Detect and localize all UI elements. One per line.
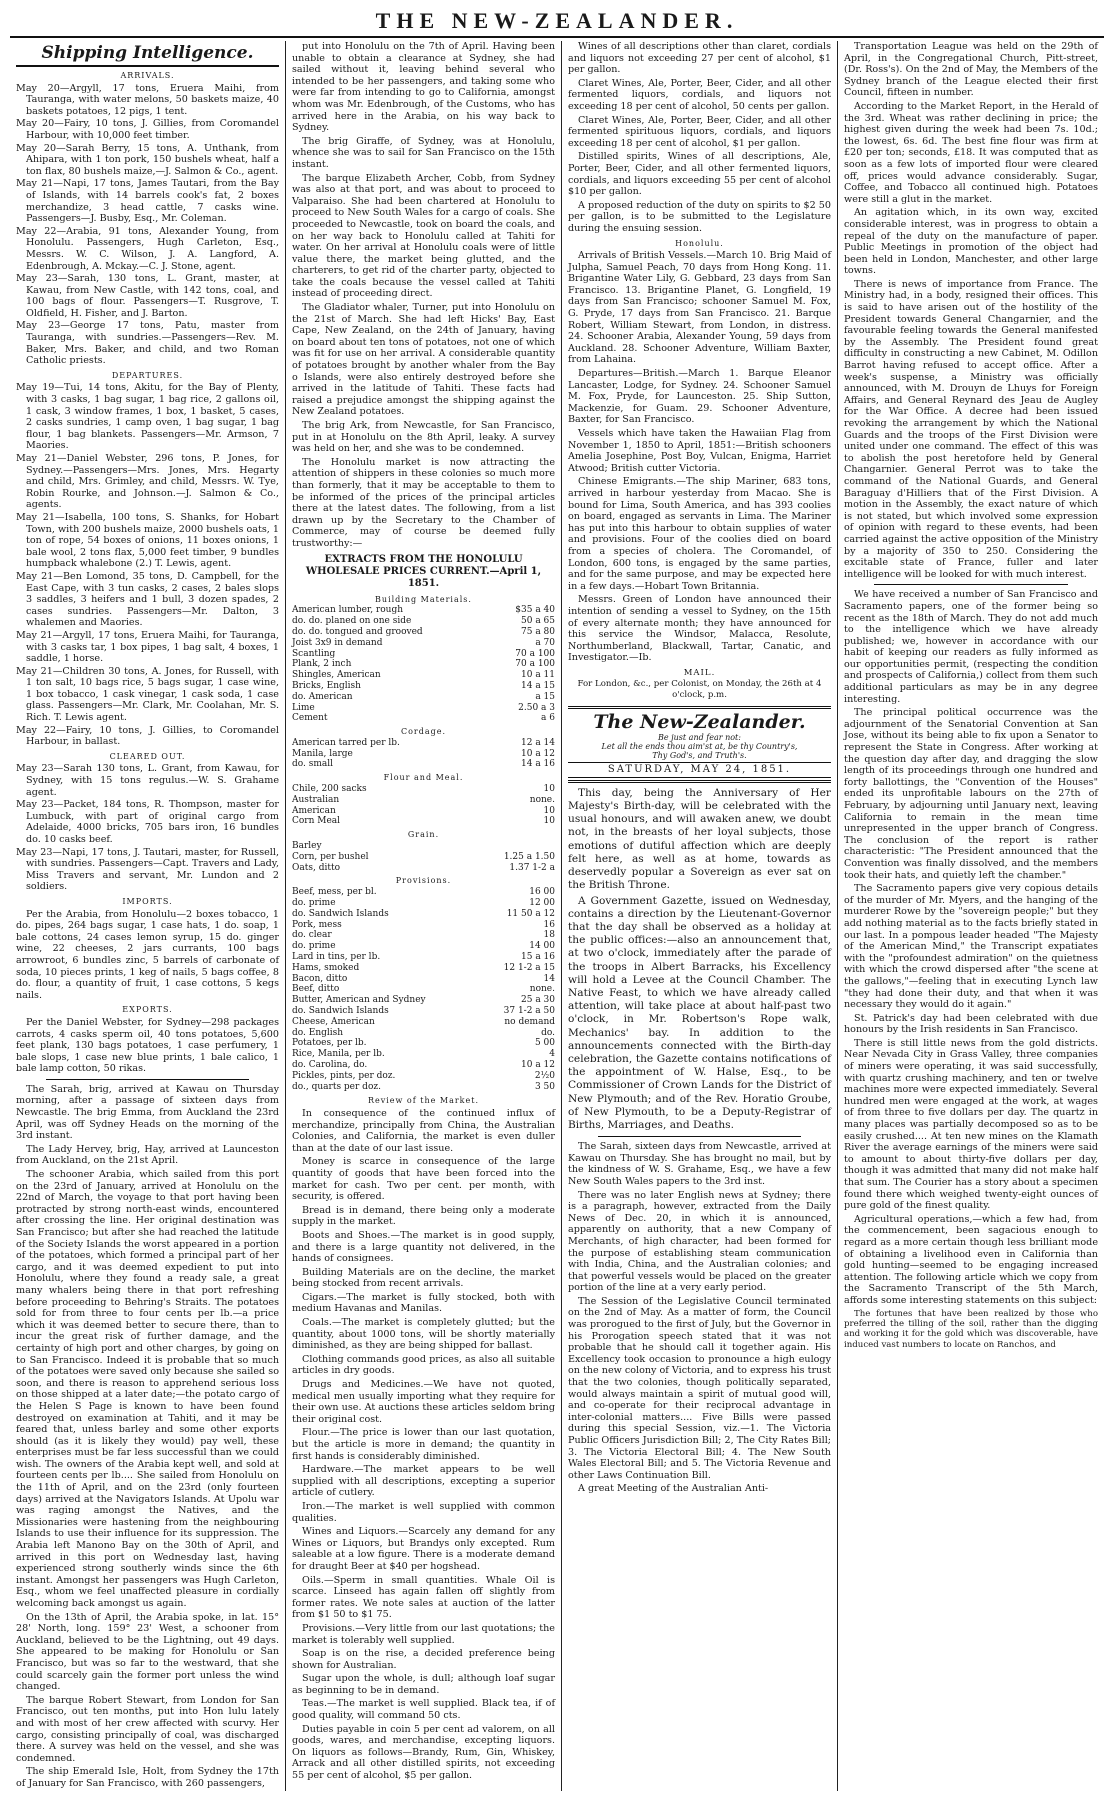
review-paragraph: Money is scarce in consequence of the large quantity of goods that have been forced into the market for cash. Two per cent. per month, with security, is offered.: [292, 1156, 555, 1203]
price-row: [292, 909, 555, 920]
price-value: 14 00: [529, 941, 555, 952]
price-section-label: Provisions.: [395, 876, 452, 886]
cleared-list: [16, 763, 279, 893]
editorial-lead: [568, 787, 831, 1132]
price-value: $35 a 40: [515, 605, 555, 616]
arrival-entry: May 22—Arabia, 91 tons, Alexander Young, from Honolulu. Passengers, Hugh Carleton, Esq., Messrs. W. C. Wilson, J. A. Langford, A. Edenbrough, A. Mckay.—C. J. Stone, agent.: [16, 225, 279, 272]
price-row: [292, 984, 555, 995]
price-value: 10 a 12: [521, 748, 555, 759]
price-row: [292, 738, 555, 749]
price-row: [292, 681, 555, 692]
chinese-emigrants-para: Chinese Emigrants.—The ship Mariner, 683 tons, arrived in harbour yesterday from Macao. She is bound for Lima, South America, and has 393 coolies on board, engaged as servants in Lima. The Mariner has put into this harbour to obtain supplies of water and provisions. Four of the coolies died on board from a species of cholera. The Coromandel, of London, 600 tons, is engaged by the same parties, and for the same purpose, and may be expected here in a few days.—Hobart Town Britannia.: [568, 476, 831, 592]
review-paragraph: Flour.—The price is lower than our last quotation, but the article is more in demand; the quantity in first hands is considerably diminished.: [292, 1427, 555, 1462]
paragraph: Claret Wines, Ale, Porter, Beer, Cider, and all other fermented spirituous liquors, cordials, and liquors exceeding 18 per cent of alcohol, $1 per gallon.: [568, 114, 831, 149]
arrival-entry: May 20—Fairy, 10 tons, J. Gillies, from Coromandel Harbour, with 10,000 feet timber.: [16, 118, 279, 141]
price-value: 18: [543, 930, 555, 941]
departure-entry: May 21—Daniel Webster, 296 tons, P. Jones, for Sydney.—Passengers—Mrs. Jones, Mrs. Hegarty and child, Mrs. Grimley, and child, Messrs. W. Tye, Robin Rourke, and Johnson.—J. Salmon & Co., agents.: [16, 453, 279, 511]
motto-line-2: Let all the ends thou aim'st at, be thy Country's,: [601, 742, 798, 752]
review-paragraph: Oils.—Sperm in small quantities. Whale Oil is scarce. Linseed has again fallen off slightly from former rates. We note sales at auction of the latter from $1 50 to $1 75.: [292, 1574, 555, 1621]
price-item: do. small: [292, 759, 334, 770]
price-item: do. clear: [292, 930, 332, 941]
price-section-row: [292, 770, 555, 784]
paragraph: The Session of the Legislative Council terminated on the 2nd of May. As a matter of form, the Council was prorogued to the first of July, but the Governor in his Prorogation speech stated that it was not probable that he should call it together again. His Excellency took occasion to pronounce a high eulogy on the new colony of Victoria, and to express his trust that the two colonies, though politically separated, would always maintain a spirit of mutual good will, and co-operate for their reciprocal advantage in inter-colonial matters.... Five Bills were passed during this special Session, viz.—1. The Victoria Public Officers Jurisdiction Bill; 2, The City Rates Bill; 3. The Victoria Electoral Bill; 4. The New South Wales Electoral Bill; and 5. The Victoria Revenue and other Laws Continuation Bill.: [568, 1295, 831, 1481]
price-row: [292, 692, 555, 703]
lead-paragraph: A Government Gazette, issued on Wednesday, contains a direction by the Lieutenant-Governor that the day shall be observed as a holiday at the public offices:—also an announcement that, at two o'clock, immediately after the parade of the troops in Albert Barracks, his Excellency will hold a Levee at the Council Chamber. The Native Feast, to which we have already called attention, will take place at about half-past two o'clock, in Mr. Robertson's Rope walk, Mechanics' bay. In addition to the announcements connected with the Birth-day celebration, the Gazette contains notifications of the appointment of W. Halse, Esq., to be Commissioner of Crown Lands for the District of New Plymouth; and of the Rev. Horatio Groube, of New Plymouth, to be a Deputy-Registrar of Births, Marriages, and Deaths.: [568, 894, 831, 1131]
price-value: 16 00: [529, 887, 555, 898]
price-row: [292, 1028, 555, 1039]
price-value: 12 a 14: [521, 737, 555, 748]
price-section-row: [292, 724, 555, 738]
imports-label: IMPORTS.: [122, 896, 173, 906]
price-value: no demand: [504, 1016, 555, 1027]
price-value: 12 00: [529, 898, 555, 909]
departure-entry: May 21—Ben Lomond, 35 tons, D. Campbell, for the East Cape, with 3 tun casks, 2 cases, 2 bales slops 3 saddles, 3 heifers and 1 bull, 3 dozen spades, 2 cases sundries. Passengers—Mr. Dalton, 3 whalemen and Maories.: [16, 570, 279, 629]
price-row: [292, 759, 555, 770]
price-item: do. Carolina, do.: [292, 1060, 368, 1070]
sydney-news: [844, 41, 1098, 580]
paragraph: The principal political occurrence was the adjournment of the Senatorial Convention at San Jose, without its being able to fix upon a Senator to represent the State in Congress. After working at the question day after day, and dragging the slow length of its proceedings through one hundred and forty ballottings, the "Convention of the Houses" ended its unprofitable labours on the 27th of February, by adjourning until January next, leaving California to remain in the mean time unrepresented in the upper branch of Congress. The conclusion of the report is rather characteristic: "The President announced that the Convention was finally dissolved, and the members took their hats, and quietly left the chamber.": [844, 707, 1098, 881]
price-item: Lime: [292, 702, 315, 713]
price-value: 70 a 100: [515, 659, 555, 670]
masthead: THE NEW-ZEALANDER.: [375, 8, 739, 33]
price-item: Potatoes, per lb.: [292, 1038, 367, 1049]
divider: [46, 1079, 249, 1080]
departures-list: [16, 382, 279, 747]
price-value: 70 a 100: [515, 648, 555, 659]
mail-text: For London, &c., per Colonist, on Monday, the 26th at 4 o'clock, p.m.: [577, 679, 822, 700]
news-paragraphs: [568, 1141, 831, 1495]
paragraph: Vessels which have taken the Hawaiian Flag from November 1, 1850 to April, 1851:—British schooners Amelia Josephine, Post Boy, Vulcan, Enigma, Harriet Atwood; British cutter Victoria.: [568, 428, 831, 474]
california-news: [844, 589, 1098, 1306]
price-value: a 6: [541, 713, 555, 724]
price-value: 14 a 15: [521, 680, 555, 691]
cleared-entry: May 23—Napi, 17 tons, J. Tautari, master, for Russell, with sundries. Passengers—Capt. Travers and Lady, Miss Travers and servant, Mr. Lundon and 2 soldiers.: [16, 846, 279, 893]
arrival-entry: May 21—Napi, 17 tons, James Tautari, from the Bay of Islands, with 14 barrels cook's fat, 2 boxes merchandize, 3 head cattle, 7 casks wine. Passengers—J. Busby, Esq., Mr. Coleman.: [16, 178, 279, 225]
price-item: Hams, smoked: [292, 962, 360, 973]
price-row: [292, 887, 555, 898]
arrivals-label: ARRIVALS.: [120, 71, 175, 80]
price-value: 10 a 11: [521, 670, 555, 681]
review-paragraph: Boots and Shoes.—The market is in good supply, and there is a large quantity not delivered, in the hands of consignees.: [292, 1229, 555, 1265]
price-item: American tarred per lb.: [292, 737, 400, 748]
price-value: 3 50: [534, 1081, 555, 1092]
paragraph: According to the Market Report, in the Herald of the 3rd. Wheat was rather declining in price; the highest given during the week had been 7s. 10d.; the lowest, 6s. 6d. The best fine flour was firm at £20 per ton; seconds, £18. It was computed that as soon as a few lots of imported flour were cleared off, prices would advance considerably. Sugar, Coffee, and Tobacco all continued high. Potatoes were still a glut in the market.: [844, 100, 1098, 205]
price-item: do. Sandwich Islands: [292, 1006, 389, 1017]
price-row: [292, 930, 555, 941]
paragraph: Claret Wines, Ale, Porter, Beer, Cider, and all other fermented liquors, cordials, and liquors not exceeding 18 per cent of alcohol, 50 cents per gallon.: [568, 77, 831, 112]
price-row: [292, 1060, 555, 1071]
price-section-label: Flour and Meal.: [383, 773, 464, 783]
prices-table-title: EXTRACTS FROM THE HONOLULU WHOLESALE PRICES CURRENT.—April 1, 1851.: [305, 553, 542, 589]
price-item: American: [292, 805, 336, 816]
honolulu-vessels: [568, 250, 831, 474]
paragraph: There was no later English news at Sydney; there is a paragraph, however, extracted from the Daily News of Dec. 20, in which it is announced, apparently on authority, that a new Company of Merchants, of high character, had been formed for the purpose of establishing steam communication with India, China, and the Australian colonies; and that powerful vessels would be placed on the greater portion of the line at a very early period.: [568, 1189, 831, 1294]
price-value: [482, 841, 555, 852]
price-value: none.: [529, 984, 555, 995]
paragraph: A proposed reduction of the duty on spirits to $2 50 per gallon, is to be submitted to the Legislature during the ensuing session.: [568, 199, 831, 234]
price-item: Cheese, American: [292, 1016, 375, 1027]
price-section-row: [292, 827, 555, 841]
review-paragraph: Coals.—The market is completely glutted; but the quantity, about 1000 tons, will be shortly materially diminished, as they are being shipped for ballast.: [292, 1317, 555, 1352]
departure-entry: May 21—Argyll, 17 tons, Eruera Maihi, for Tauranga, with 3 casks tar, 1 box pipes, 1 bag salt, 4 boxes, 1 saddle, 1 horse.: [16, 629, 279, 665]
paragraph: St. Patrick's day had been celebrated with due honours by the Irish residents in San Francisco.: [844, 1012, 1098, 1036]
price-row: [292, 638, 555, 649]
price-value: do.: [541, 1027, 555, 1038]
paragraph: The Sarah, sixteen days from Newcastle, arrived at Kawau on Thursday. She has brought no mail, but by the kindness of W. S. Grahame, Esq., we have a few New South Wales papers to the 3rd inst.: [568, 1141, 831, 1187]
paper-title: The New-Zealander.: [593, 711, 806, 734]
price-row: [292, 952, 555, 963]
price-value: 16: [543, 919, 555, 930]
price-section-row: [292, 592, 555, 606]
paragraph: The schooner Arabia, which sailed from this port on the 23rd of January, arrived at Honolulu on the 22nd of March, the voyage to that port having been protracted by strong north-east winds, encountered after crossing the line. Her original destination was San Francisco; but after she had reached the latitude of the Society Islands the worst appeared in a portion of the potatoes, which formed a principal part of her cargo, and it was deemed expedient to put into Honolulu, where they found a ready sale, a great many whalers being there in that port refreshing before proceeding to Behring's Straits. The potatoes sold for from three to four cents per lb.—a price which it was deemed better to secure there, than to incur the great risk of further damage, and the certainty of high port and other charges, by going on to San Francisco. Indeed it is probable that so much of the potatoes were saved only because she sailed so soon, and there is reason to apprehend serious loss on those shipped at a later date;—the potato cargo of the Helen S Page is known to have been found destroyed on examination at Tahiti, and it may be feared that, unless barley and some other exports should (as it is likely they would) pay well, these enterprises must be far less successful than we could wish. The owners of the Arabia kept well, and sold at fourteen cents per lb.... She sailed from Honolulu on the 11th of April, and on the 23rd (only fourteen days) arrived at the Navigators Islands. At Upolu war was raging amongst the Natives, and the Missionaries were hastening from the neighbouring Islands to use their influence for its suppression. The Arabia left Manono Bay on the 30th of April, and arrived in this port on Wednesday last, having experienced strong southerly winds since the 6th instant. Amongst her passengers was Hugh Carleton, Esq., whom we feel unaffected pleasure in cordially welcoming back amongst us again.: [16, 1169, 279, 1609]
price-row: [292, 995, 555, 1006]
price-row: [292, 713, 555, 724]
divider: [598, 1136, 801, 1137]
paragraph: Agricultural operations,—which a few had, from the commencement, been sagacious enough to regard as a more certain though less brilliant mode of obtaining a livelihood even in California than gold hunting—seemed to be engaging increased attention. The following article which we copy from the Sacramento Transcript of the 5th March, affords some interesting statements on this subject:: [844, 1213, 1098, 1306]
review-paragraph: Provisions.—Very little from our last quotations; the market is tolerably well supplied.: [292, 1622, 555, 1646]
divider: [874, 584, 1068, 585]
price-row: [292, 627, 555, 638]
mail-label: MAIL.: [683, 667, 716, 678]
arrival-entry: May 23—Sarah, 130 tons, L. Grant, master, at Kawau, from New Castle, with 142 tons, coal, and 100 bags of flour. Passengers—T. Rusgrove, T. Oldfield, H. Fisher, and J. Barton.: [16, 273, 279, 319]
price-row: [292, 963, 555, 974]
price-value: none.: [529, 794, 555, 805]
price-value: 37 1-2 a 50: [503, 1006, 555, 1017]
motto-line-3: Thy God's, and Truth's.: [652, 751, 747, 761]
review-paragraph: Teas.—The market is well supplied. Black tea, if of good quality, will command 50 cts.: [292, 1698, 555, 1722]
price-row: [292, 659, 555, 670]
price-value: 4: [549, 1049, 555, 1060]
price-row: [292, 670, 555, 681]
price-row: [292, 649, 555, 660]
cleared-label: CLEARED OUT.: [109, 751, 186, 761]
price-value: 1.25 a 1.50: [503, 851, 555, 862]
review-paragraph: Clothing commands good prices, as also all suitable articles in dry goods.: [292, 1353, 555, 1377]
honolulu-label: Honolulu.: [675, 238, 724, 248]
motto-line-1: Be just and fear not:: [658, 733, 741, 743]
price-row: [292, 974, 555, 985]
market-review: [292, 1108, 555, 1782]
masthead-rule: [10, 36, 1104, 38]
review-paragraph: Drugs and Medicines.—We have not quoted, medical men usually importing what they require for their own use. At auctions these articles seldom bring their original cost.: [292, 1379, 555, 1425]
price-value: 25 a 30: [521, 995, 555, 1006]
review-paragraph: Sugar upon the whole, is dull; although loaf sugar as beginning to be in demand.: [292, 1673, 555, 1696]
price-row: [292, 616, 555, 627]
price-row: [292, 816, 555, 827]
paper-title-box: [568, 706, 831, 783]
duties-paragraphs: [568, 41, 831, 235]
price-item: Scantling: [292, 648, 336, 659]
price-row: [292, 795, 555, 806]
departures-label: DEPARTURES.: [111, 370, 184, 380]
review-paragraph: Wines and Liquors.—Scarcely any demand for any Wines or Liquors, but Brandys only excepted. Rum saleable at a low figure. There is a moderate demand for draught Beer at $40 per hogshead.: [292, 1526, 555, 1572]
column-4: [838, 41, 1104, 1791]
price-row: [292, 1006, 555, 1017]
price-value: 1.37 1-2 a: [509, 862, 555, 873]
shipping-heading: Shipping Intelligence.: [16, 43, 279, 67]
price-value: 10: [543, 784, 555, 795]
price-item: Corn Meal: [292, 816, 341, 827]
price-row: [292, 784, 555, 795]
price-value: 14 a 16: [521, 759, 555, 770]
price-section-row: [292, 873, 555, 887]
price-item: Rice, Manila, per lb.: [292, 1049, 385, 1060]
price-item: Corn, per bushel: [292, 851, 369, 862]
price-row: [292, 941, 555, 952]
paragraph: The Sacramento papers give very copious details of the murder of Mr. Myers, and the hanging of the murderer Rowe by the "sovereign people;" but they add nothing material as to the facts briefly stated in our last. In a pompous leader headed "The Majesty of the American Mind," the Transcript expatiates with the "profoundest admiration" on the quietness with which the crowd dispersed after "the scene at the gallows,"—feeling that in executing Lynch law "they had done their duty, and that when it was necessary they would do it again.": [844, 883, 1098, 1011]
price-section-label: Building Materials.: [375, 594, 472, 604]
price-value: 11 50 a 12: [506, 908, 555, 919]
price-row: [292, 852, 555, 863]
paragraph: The Sarah, brig, arrived at Kawau on Thursday morning, after a passage of sixteen days from Newcastle. The brig Emma, from Auckland the 23rd April, was off Sydney Heads on the morning of the 3rd instant.: [16, 1083, 279, 1142]
review-paragraph: Soap is on the rise, a decided preference being shown for Australian.: [292, 1648, 555, 1671]
price-value: 2½0: [534, 1070, 555, 1081]
price-item: Pickles, pints, per doz.: [292, 1070, 396, 1081]
price-item: do. Sandwich Islands: [292, 908, 389, 919]
shipping-paragraphs: [16, 1084, 279, 1790]
price-item: Cement: [292, 713, 328, 724]
price-row: [292, 841, 555, 852]
paragraph: Transportation League was held on the 29th of April, in the Congregational Church, Pitt-street, (Dr. Ross's). On the 2nd of May, the Members of the Sydney branch of the League elected their first Council, fifteen in number.: [844, 41, 1098, 99]
transcript-excerpt: The fortunes that have been realized by those who preferred the tilling of the soil, rather than the digging and working it for the gold which was discoverable, have induced vast numbers to locate on Ranchos, and: [844, 1308, 1098, 1350]
departure-entry: May 21—Children 30 tons, A. Jones, for Russell, with 1 ton salt, 10 bags rice, 5 bags sugar, 1 case wine, 1 box tobacco, 1 cask vinegar, 1 cask soda, 1 case glass. Passengers—Mr. Clark, Mr. Coolahan, Mr. S. Rich. T. Lewis agent.: [16, 665, 279, 724]
column-3: [562, 41, 838, 1791]
review-paragraph: Hardware.—The market appears to be well supplied with all descriptions, excepting a superior article of cutlery.: [292, 1464, 555, 1499]
price-item: Chile, 200 sacks: [292, 784, 367, 795]
paragraph: The brig Giraffe, of Sydney, was at Honolulu, whence she was to sail for San Francisco on the 15th instant.: [292, 135, 555, 170]
price-value: 10: [543, 805, 555, 816]
price-section-label: Grain.: [407, 830, 440, 840]
price-item: Beef, ditto: [292, 984, 340, 995]
paragraph: The ship Emerald Isle, Holt, from Sydney the 17th of January for San Francisco, with 260 passengers,: [16, 1766, 279, 1789]
columns: [10, 41, 1104, 1791]
price-row: [292, 605, 555, 616]
price-item: Bricks, English: [292, 680, 361, 691]
paragraph: The Gladiator whaler, Turner, put into Honolulu on the 21st of March. She had left Hicks' Bay, East Cape, New Zealand, on the 24th of January, having on board about ten tons of potatoes, not one of which was fit for use on her arrival. A considerable quantity of potatoes brought by another whaler from the Bay o Islands, were also entirely destroyed before she arrived in the latitude of Tahiti. These facts had raised a prejudice amongst the shipping against the New Zealand potatoes.: [292, 302, 555, 418]
price-value: 10 a 12: [521, 1060, 555, 1070]
price-item: Butter, American and Sydney: [292, 995, 426, 1006]
review-paragraph: Duties payable in coin 5 per cent ad valorem, on all goods, wares, and merchandise, excepting liquors. On liquors as follows—Brandy, Rum, Gin, Whiskey, Arrack and all other distilled spirits, not exceeding 55 per cent of alcohol, $5 per gallon.: [292, 1723, 555, 1782]
price-value: a 15: [535, 691, 555, 702]
paragraph: A great Meeting of the Australian Anti-: [578, 1483, 769, 1495]
review-paragraph: Building Materials are on the decline, the market being stocked from recent arrivals.: [292, 1266, 555, 1290]
price-row: [292, 703, 555, 714]
price-row: [292, 1082, 555, 1093]
mail-notice: [568, 668, 831, 700]
paragraph: The Lady Hervey, brig, Hay, arrived at Launceston from Auckland, on the 21st April.: [16, 1143, 279, 1167]
price-item: American lumber, rough: [292, 605, 404, 616]
paragraph: There is still little news from the gold districts. Near Nevada City in Grass Valley, three companies of miners were operating, it was said successfully, with quartz crushing machinery, and ten or twelve machines more were expected immediately. Several hundred men were engaged at the work, at wages of from three to five dollars per day. The quartz in many places was partially decomposed so as to be easily crushed.... At ten new mines on the Klamath River the average earnings of the miners were said to amount to about thirty-five dollars per day, though it was admitted that many did not make half that sum. The Courier has a story about a specimen found there which weighed twenty-eight ounces of pure gold of the finest quality.: [844, 1037, 1098, 1212]
paragraph: The brig Ark, from Newcastle, for San Francisco, put in at Honolulu on the 8th April, leaky. A survey was held on her, and she was to be condemned.: [292, 420, 555, 455]
price-value: 14: [543, 973, 555, 984]
review-paragraph: Bread is in demand, there being only a moderate supply in the market.: [292, 1204, 555, 1228]
review-paragraph: Iron.—The market is well supplied with common qualities.: [292, 1500, 555, 1524]
price-item: Manila, large: [292, 748, 353, 759]
price-row: [292, 863, 555, 874]
paragraph: There is news of importance from France. The Ministry had, in a body, resigned their offices. This is said to have arisen out of the hostility of the President towards General Changarnier, and the favourable feeling towards the General manifested by the Assembly. The President found great difficulty in constructing a new Cabinet, M. Odillon Barrot having refused to accept office. After a week's suspense, a Ministry was officially announced, with M. Drouyn de Lhuys for Foreign Affairs, and General Reynard des Jeau de Augley for the War Office. A decree had been issued revoking the arrangement by which the National Guards and the troops of the First Division were united under one command. The effect of this was to abolish the post heretofore held by General Changarnier. General Perrot was to take the command of the National Guards, and General Baraguay d'Hilliers that of the First Division. A motion in the Assembly, the exact nature of which is not stated, but which involved some expression of opinion with regard to these events, had been carried against the active opposition of the Ministry by a majority of 350 to 250. Considering the excitable state of France, fuller and later intelligence will be looked for with much interest.: [844, 278, 1098, 580]
paragraph: On the 13th of April, the Arabia spoke, in lat. 15° 28' North, long. 159° 23' West, a schooner from Auckland, believed to be the Lightning, out 49 days. She appeared to be making for Honolulu or San Francisco, but was so far to the westward, that she could scarcely gain the former port unless the wind changed.: [16, 1611, 279, 1693]
column-1: [10, 41, 286, 1791]
price-item: Bacon, ditto: [292, 973, 348, 984]
paragraph: Wines of all descriptions other than claret, cordials and liquors not exceeding 27 per cent of alcohol, $1 per gallon.: [568, 41, 831, 76]
cleared-entry: May 23—Packet, 184 tons, R. Thompson, master for Lumbuck, with part of original cargo from Adelaide, 4000 bricks, 705 bars iron, 16 bundles do. 10 casks beef.: [16, 799, 279, 845]
dateline: SATURDAY, MAY 24, 1851.: [568, 762, 831, 778]
price-item: Australian: [292, 794, 340, 805]
price-value: 5 00: [534, 1038, 555, 1049]
price-value: 10: [543, 816, 555, 827]
paragraph: put into Honolulu on the 7th of April. Having been unable to obtain a clearance at Sydney, she had sailed without it, leaving behind several who intended to be her passengers, and taking some who were far from intending to go to California, amongst whom was Mr. Edenbrough, of the Customs, who has arrived here in the Arabia, on his way back to Sydney.: [292, 41, 555, 134]
exports-label: EXPORTS.: [122, 1005, 173, 1015]
price-row: [292, 1038, 555, 1049]
price-item: do., quarts per doz.: [292, 1081, 381, 1092]
arrival-entry: May 20—Argyll, 17 tons, Eruera Maihi, from Tauranga, with water melons, 50 baskets maize, 40 baskets potatoes, 12 pigs, 1 tent.: [16, 82, 279, 117]
price-item: Barley: [292, 841, 322, 852]
review-paragraph: In consequence of the continued influx of merchandize, principally from China, the Australian Colonies, and California, the market is even duller than at the date of our last issue.: [292, 1107, 555, 1154]
price-item: do. American: [292, 691, 353, 702]
price-item: do. do. tongued and grooved: [292, 626, 423, 637]
honolulu-paragraphs: [292, 41, 555, 550]
price-value: 75 a 80: [521, 626, 555, 637]
price-value: 12 1-2 a 15: [503, 962, 555, 973]
price-value: a 70: [535, 637, 555, 648]
price-row: [292, 806, 555, 817]
departure-entry: May 22—Fairy, 10 tons, J. Gillies, to Coromandel Harbour, in ballast.: [16, 724, 279, 748]
paragraph: An agitation which, in its own way, excited considerable interest, was in progress to obtain a repeal of the duty on the manufacture of paper. Public Meetings in promotion of the object had been held in London, Manchester, and other large towns.: [844, 207, 1098, 277]
paragraph: Departures—British.—March 1. Barque Eleanor Lancaster, Lodge, for Sydney. 24. Schooner Samuel M. Fox, Pryde, for Launceston. 25. Ship Sutton, Mackenzie, for Guam. 29. Schooner Adventure, Baxter, for San Francisco.: [568, 368, 831, 426]
price-row: [292, 1049, 555, 1060]
green-para: Messrs. Green of London have announced their intention of sending a vessel to Sydney, on the 15th of every alternate month; they have announced for this service the Windsor, Malacca, Resolute, Northumberland, Blackwall, Tartar, Canatic, and Investigator.—Ib.: [568, 594, 831, 664]
imports-text: Per the Arabia, from Honolulu—2 boxes tobacco, 1 do. pipes, 264 bags sugar, 1 case hats, 1 do. soap, 1 bale cottons, 24 cases lemon syrup, 15 do. ginger wine, 22 cheeses, 2 jars currants, 100 bags arrowroot, 6 bundles zinc, 5 barrels of carbonate of soda, 10 pieces prints, 1 keg of nails, 5 bags coffee, 8 do. flour, a quantity of fruit, 1 case cottons, 5 kegs nails.: [16, 908, 279, 1001]
price-value: 15 a 16: [521, 952, 555, 963]
price-row: [292, 898, 555, 909]
arrival-entry: May 20—Sarah Berry, 15 tons, A. Unthank, from Ahipara, with 1 ton pork, 150 bushels wheat, half a ton flax, 80 bushels maize,—J. Salmon & Co., agent.: [16, 142, 279, 177]
paragraph: The barque Robert Stewart, from London for San Francisco, out ten months, put into Hon lulu lately and with most of her crew affected with scurvy. Her cargo, consisting principally of coal, was discharged there. A survey was held on the vessel, and she was condemned.: [16, 1694, 279, 1764]
price-item: Shingles, American: [292, 670, 381, 681]
price-item: do. prime: [292, 898, 336, 909]
price-section-label: Cordage.: [400, 727, 447, 737]
price-value: 2.50 a 3: [518, 702, 555, 713]
price-row: [292, 1071, 555, 1082]
price-item: Pork, mess: [292, 919, 342, 930]
departure-entry: May 19—Tui, 14 tons, Akitu, for the Bay of Plenty, with 3 casks, 1 bag sugar, 1 bag rice, 2 gallons oil, 1 cask, 3 window frames, 1 box, 1 basket, 5 cases, 2 casks sundries, 1 camp oven, 1 bag sugar, 1 bag flour, 1 bag blankets. Passengers—Mr. Armson, 7 Maories.: [16, 382, 279, 452]
price-item: Beef, mess, per bl.: [292, 887, 377, 898]
departure-entry: May 21—Isabella, 100 tons, S. Shanks, for Hobart Town, with 200 bushels maize, 2000 bushels oats, 1 ton of rope, 54 boxes of onions, 11 boxes onions, 1 bale wool, 2 tons flax, 5,000 feet timber, 9 bundles humpback whalebone (2.) T. Lewis, agent.: [16, 511, 279, 570]
price-row: [292, 749, 555, 760]
column-2: [286, 41, 562, 1791]
price-item: do. do. planed on one side: [292, 616, 412, 627]
review-label: Review of the Market.: [367, 1096, 480, 1106]
prices-table: [292, 592, 555, 1093]
paragraph: Arrivals of British Vessels.—March 10. Brig Maid of Julpha, Samuel Peach, 70 days from Hong Kong. 11. Brigantine Water Lily, G. Gebbard, 23 days from San Francisco. 13. Brigantine Planet, G. Longfield, 19 days from San Francisco; schooner Samuel M. Fox, G. Pryde, 17 days from San Francisco. 21. Barque Robert, William Stewart, from London, in distress. 24. Schooner Arabia, Alexander Young, 59 days from Auckland. 28. Schooner Adventure, William Baxter, from Lahaina.: [568, 250, 831, 366]
price-item: Joist 3x9 in demand: [292, 637, 383, 648]
paragraph: We have received a number of San Francisco and Sacramento papers, one of the former being so recent as the 18th of March. They do not add much to the intelligence which we have already published; we, however in accordance with our habit of keeping our readers as fully informed as our opportunities permit, (respecting the condition and prospects of California,) collect from them such additional particulars as may be in any degree interesting.: [844, 589, 1098, 705]
price-value: 50 a 65: [521, 616, 555, 627]
paragraph: The Honolulu market is now attracting the attention of shippers in these colonies so much more than formerly, that it may be acceptable to them to be informed of the prices of the principal articles there at the latest dates. The following, from a list drawn up by the Secretary to the Chamber of Commerce, may of course be deemed fully trustworthy:—: [292, 456, 555, 549]
price-item: do. English: [292, 1027, 344, 1038]
paragraph: Distilled spirits, Wines of all descriptions, Ale, Porter, Beer, Cider, and all other fermented liquors, cordials, and liquors exceeding 55 per cent of alcohol $10 per gallon.: [568, 151, 831, 198]
review-paragraph: Cigars.—The market is fully stocked, both with medium Havanas and Manilas.: [292, 1291, 555, 1315]
price-row: [292, 920, 555, 931]
arrival-entry: May 23—George 17 tons, Patu, master from Tauranga, with sundries.—Passengers—Rev. M. Baker, Mrs. Baker, and child, and two Roman Catholic priests.: [16, 320, 279, 367]
price-item: do. prime: [292, 941, 336, 952]
price-item: Plank, 2 inch: [292, 659, 352, 670]
price-item: Lard in tins, per lb.: [292, 952, 381, 963]
exports-text: Per the Daniel Webster, for Sydney—298 packages carrots, 4 casks sperm oil, 40 tons potatoes, 5,600 feet plank, 130 bags potatoes, 1 case perfumery, 1 bale slops, 1 case new blue prints, 1 bale calico, 1 bale lamp cotton, 50 rikas.: [16, 1016, 279, 1075]
price-row: [292, 1017, 555, 1028]
paragraph: The barque Elizabeth Archer, Cobb, from Sydney was also at that port, and was about to proceed to Valparaiso. She had been chartered at Honolulu to proceed to New South Wales for a cargo of coals. She proceeded to Newcastle, took on board the coals, and on her way back to Honolulu called at Tahiti for water. On her arrival at Honolulu coals were of little value there, the market being glutted, and the charterers, to get rid of the charter party, objected to take the coals because the vessel called at Tahiti instead of proceeding direct.: [292, 172, 555, 300]
arrivals-list: [16, 83, 279, 367]
lead-paragraph: This day, being the Anniversary of Her Majesty's Birth-day, will be celebrated with the usual honours, and will awaken anew, we doubt not, in the breasts of her loyal subjects, those emotions of dutiful affection which are deeply felt here, as well as at home, towards as deservedly popular a Sovereign as ever sat on the British Throne.: [568, 786, 831, 892]
price-item: Oats, ditto: [292, 862, 340, 873]
cleared-entry: May 23—Sarah 130 tons, L. Grant, from Kawau, for Sydney, with 15 tons regulus.—W. S. Grahame agent.: [16, 763, 279, 798]
